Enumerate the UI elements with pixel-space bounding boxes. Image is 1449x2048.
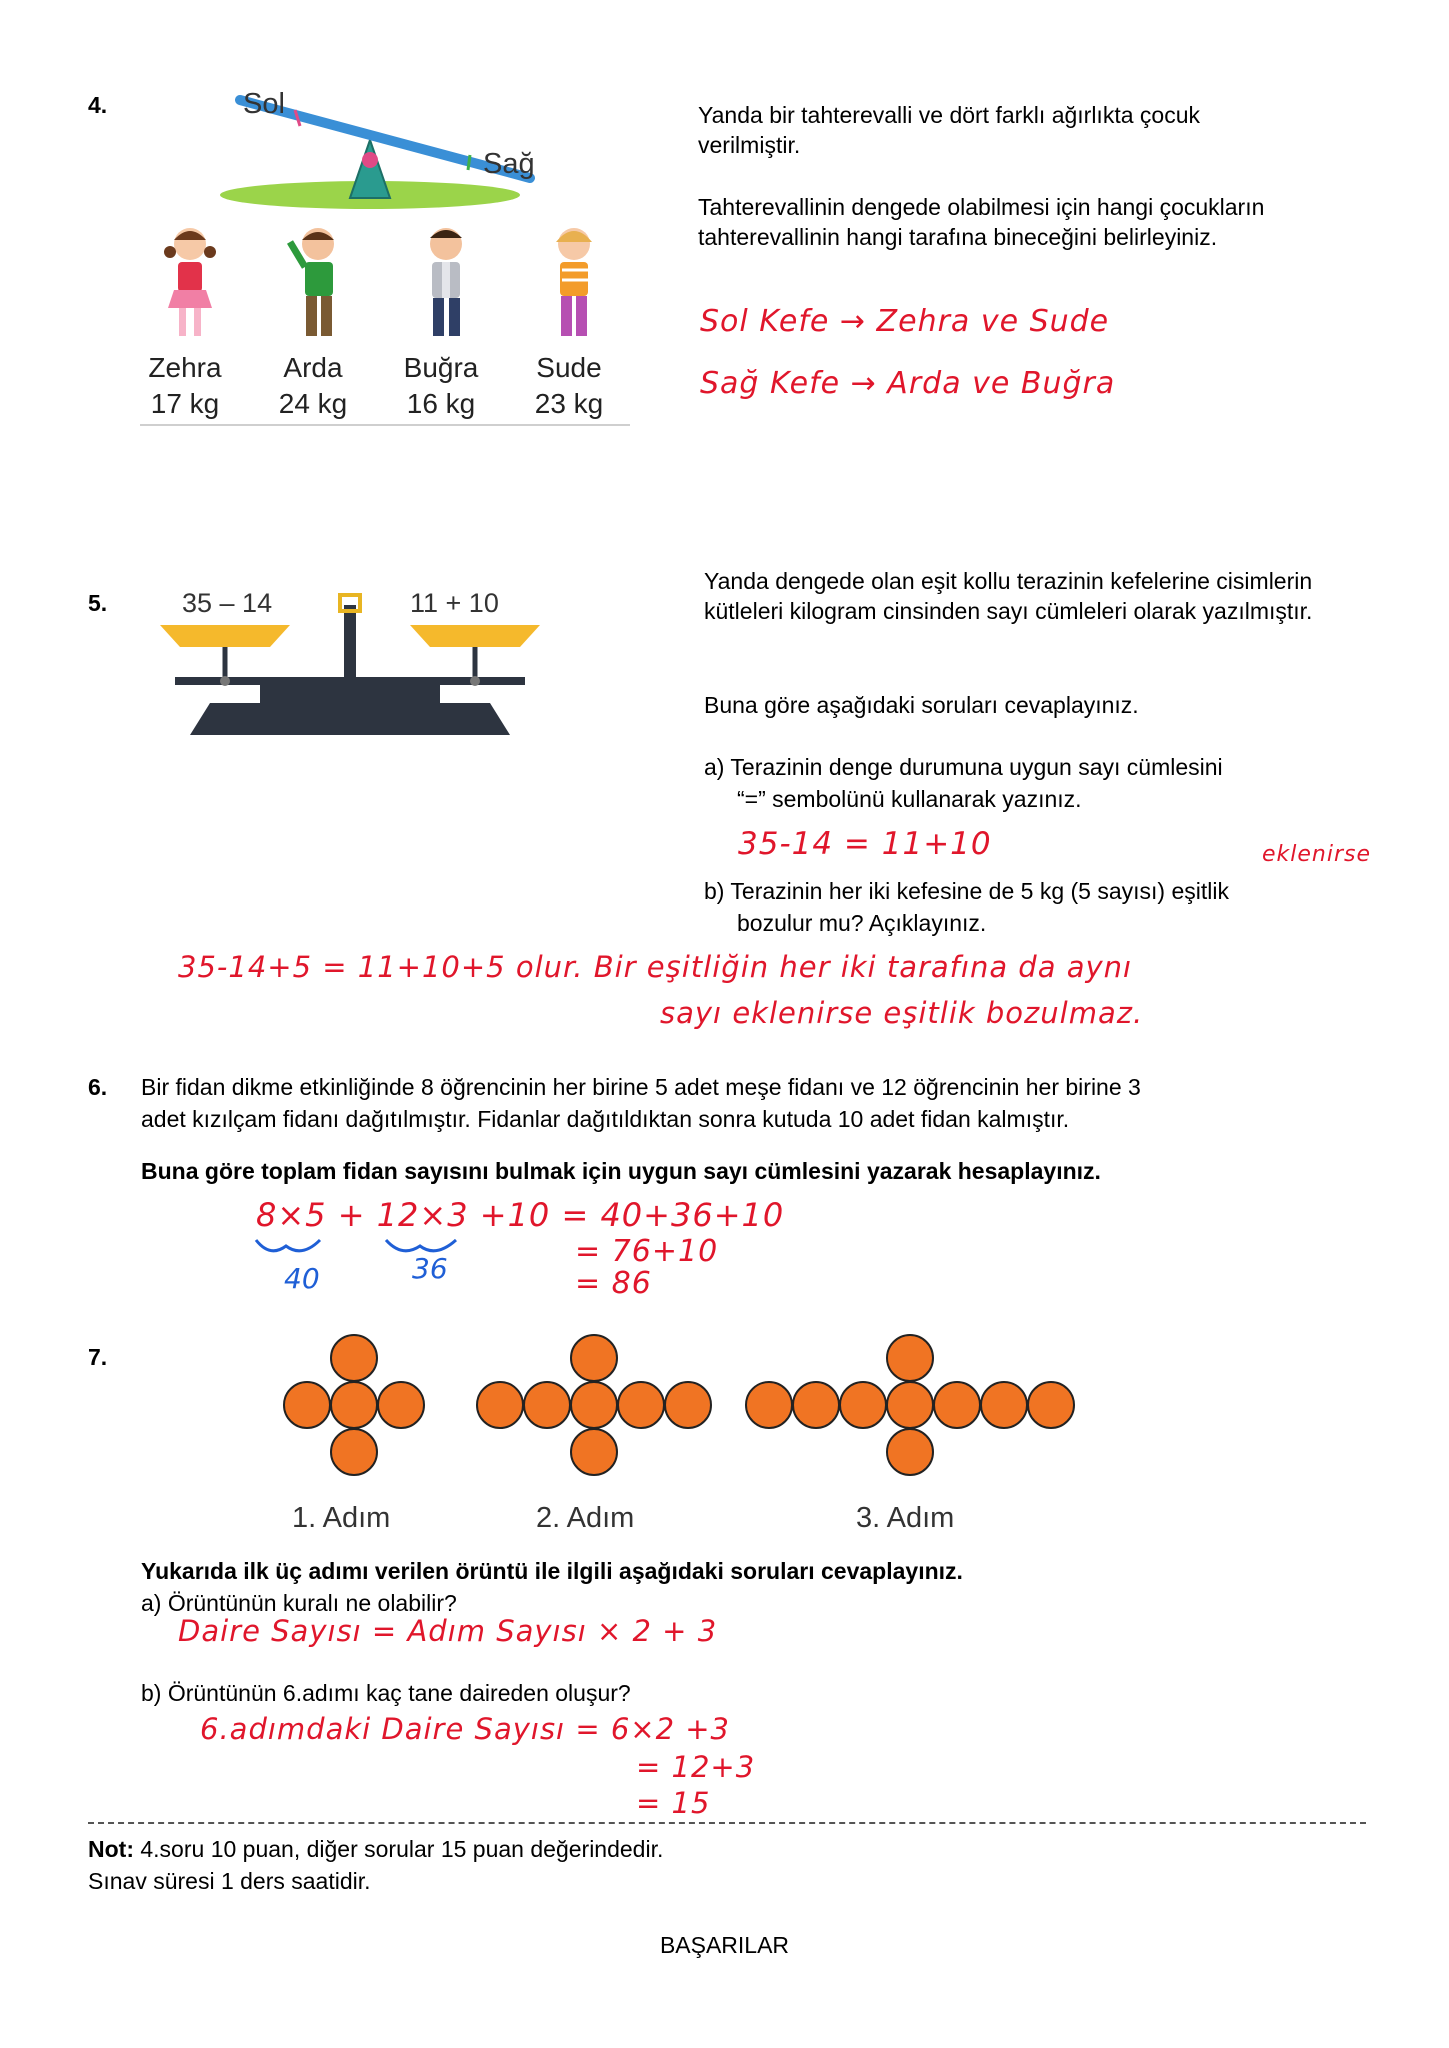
q6-text-line2: adet kızılçam fidanı dağıtılmıştır. Fidanlar dağıtıldıktan sonra kutuda 10 adet fidan kalmıştır.: [141, 1106, 1070, 1132]
pattern-circle-step3-9: [1028, 1382, 1074, 1428]
child-weight-zehra: 17 kg: [150, 388, 220, 419]
question-5-number: 5.: [88, 590, 108, 616]
children-illustration: [150, 222, 630, 347]
child-name-bugra: Buğra: [403, 352, 479, 383]
child-zehra-figure: [164, 228, 216, 336]
pattern-circle-step2-2: [571, 1335, 617, 1381]
footer-note: [88, 1834, 663, 1864]
q5a-question-line1: a) Terazinin denge durumuna uygun sayı cümlesini: [704, 754, 1223, 780]
q7b-answer-line3: = 15: [636, 1786, 711, 1820]
pattern-circle-step1-4: [284, 1382, 330, 1428]
q7a-question: a) Örüntünün kuralı ne olabilir?: [141, 1590, 457, 1616]
q4-answer-left: Sol Kefe → Zehra ve Sude: [700, 304, 1110, 339]
pattern-illustration: [270, 1320, 1090, 1490]
seesaw-right-label: Sağ: [483, 148, 535, 180]
q5-instruction: Buna göre aşağıdaki soruları cevaplayınız.: [704, 692, 1139, 718]
q6-note-36: 36: [412, 1252, 448, 1285]
child-bugra-figure: [430, 228, 462, 336]
q5b-insert-note: eklenirse: [1262, 842, 1372, 867]
q6-answer-line2: = 76+10: [575, 1234, 719, 1269]
footer-note-label: Not:: [88, 1836, 134, 1862]
pattern-circle-step2-4: [524, 1382, 570, 1428]
question-6-number: 6.: [88, 1074, 108, 1100]
children-table-divider: [140, 424, 630, 426]
pattern-circle-step2-6: [477, 1382, 523, 1428]
child-weight-arda: 24 kg: [278, 388, 348, 419]
pattern-circle-step3-2: [887, 1335, 933, 1381]
pattern-circle-step1-1: [331, 1382, 377, 1428]
q6-text-line1: Bir fidan dikme etkinliğinde 8 öğrencinin her birine 5 adet meşe fidanı ve 12 öğrencinin her birine 3: [141, 1074, 1141, 1100]
child-name-sude: Sude: [536, 352, 602, 383]
q6-bold-instruction: Buna göre toplam fidan sayısını bulmak için uygun sayı cümlesini yazarak hesaplayınız.: [141, 1158, 1101, 1184]
child-name-zehra: Zehra: [148, 352, 222, 383]
step-label-1: 1. Adım: [292, 1502, 391, 1534]
q7b-question: b) Örüntünün 6.adımı kaç tane daireden oluşur?: [141, 1680, 631, 1706]
child-weight-bugra: 16 kg: [406, 388, 476, 419]
q5b-question-line1: b) Terazinin her iki kefesine de 5 kg (5 sayısı) eşitlik: [704, 878, 1229, 904]
question-7-number: 7.: [88, 1344, 108, 1370]
q5-description: Yanda dengede olan eşit kollu terazinin kefelerine cisimlerin kütleleri kilogram cinsinden sayı cümleleri olarak yazılmıştır.: [704, 568, 1313, 624]
q4-description: Yanda bir tahterevalli ve dört farklı ağırlıkta çocuk verilmiştir.: [698, 102, 1200, 158]
pattern-circle-step1-2: [331, 1335, 377, 1381]
q5a-question-line2: “=” sembolünü kullanarak yazınız.: [737, 786, 1082, 812]
q4-instruction: Tahterevallinin dengede olabilmesi için hangi çocukların tahterevallinin hangi tarafına bineceğini belirleyiniz.: [698, 194, 1265, 250]
q5b-question-line2: bozulur mu? Açıklayınız.: [737, 910, 987, 936]
footer-duration: Sınav süresi 1 ders saatidir.: [88, 1868, 371, 1894]
q4-answer-right: Sağ Kefe → Arda ve Buğra: [700, 366, 1116, 401]
pattern-circle-step1-3: [331, 1429, 377, 1475]
pattern-circle-step3-6: [793, 1382, 839, 1428]
pattern-circle-step3-1: [887, 1382, 933, 1428]
pattern-circle-step1-5: [378, 1382, 424, 1428]
pattern-circle-step3-4: [840, 1382, 886, 1428]
q5b-answer-line2: sayı eklenirse eşitlik bozulmaz.: [660, 996, 1144, 1030]
step-label-3: 3. Adım: [856, 1502, 955, 1534]
step-label-2: 2. Adım: [536, 1502, 635, 1534]
pattern-circle-step2-5: [618, 1382, 664, 1428]
pattern-circle-step3-8: [746, 1382, 792, 1428]
pattern-circle-step2-3: [571, 1429, 617, 1475]
q7b-answer-line2: = 12+3: [636, 1750, 756, 1784]
q6-answer-line1: 8×5 + 12×3 +10 = 40+36+10: [256, 1196, 785, 1234]
pattern-circle-step3-5: [934, 1382, 980, 1428]
left-pan-label: 35 – 14: [182, 588, 273, 618]
right-pan-label: 11 + 10: [410, 588, 499, 618]
seesaw-left-label: Sol: [243, 88, 285, 120]
q7-bold-instruction: Yukarıda ilk üç adımı verilen örüntü ile ilgili aşağıdaki soruları cevaplayınız.: [141, 1558, 963, 1584]
question-4-number: 4.: [88, 92, 108, 118]
child-arda-figure: [290, 228, 334, 336]
footer-dashed-divider: [88, 1822, 1366, 1824]
child-name-arda: Arda: [283, 352, 343, 383]
pattern-circle-step3-7: [981, 1382, 1027, 1428]
q5b-answer-line1: 35-14+5 = 11+10+5 olur. Bir eşitliğin her iki tarafına da aynı: [178, 950, 1133, 984]
child-sude-figure: [556, 228, 592, 336]
footer-note-text: 4.soru 10 puan, diğer sorular 15 puan değerindedir.: [133, 1836, 664, 1862]
q6-answer-line3: = 86: [575, 1266, 652, 1301]
footer-closing: BAŞARILAR: [659, 1932, 790, 1958]
pattern-circle-step2-1: [571, 1382, 617, 1428]
q7a-answer: Daire Sayısı = Adım Sayısı × 2 + 3: [178, 1614, 718, 1648]
q7b-answer-line1: 6.adımdaki Daire Sayısı = 6×2 +3: [200, 1712, 731, 1746]
pattern-circle-step3-3: [887, 1429, 933, 1475]
q6-note-40: 40: [284, 1262, 320, 1295]
q5a-answer: 35-14 = 11+10: [738, 826, 992, 862]
pattern-circle-step2-7: [665, 1382, 711, 1428]
child-weight-sude: 23 kg: [534, 388, 604, 419]
